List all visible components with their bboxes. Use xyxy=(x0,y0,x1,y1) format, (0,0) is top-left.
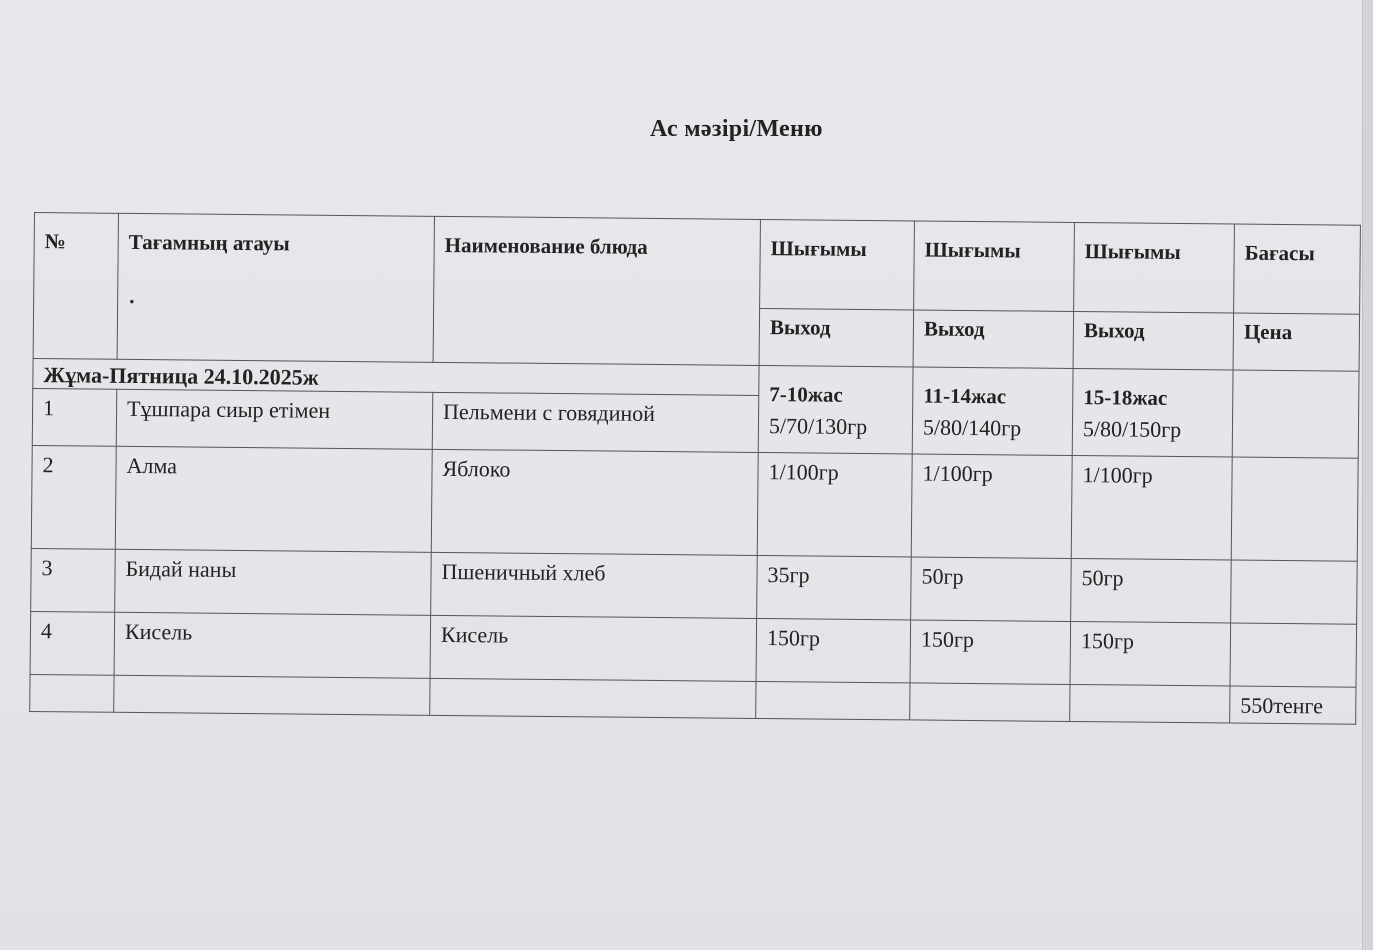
total-name-kz-cell xyxy=(114,675,430,715)
header-price-ru: Цена xyxy=(1233,313,1360,371)
document-title: Ас мәзірі/Меню xyxy=(650,116,823,142)
header-yield-kz-3: Шығымы xyxy=(1074,222,1235,313)
menu-table xyxy=(29,212,1361,725)
header-yield-ru-1: Выход xyxy=(759,308,914,366)
header-yield-ru-2: Выход xyxy=(913,310,1074,369)
page-edge xyxy=(1362,0,1373,950)
total-yield-1-cell xyxy=(756,681,910,719)
total-price: 550тенге xyxy=(1230,686,1356,724)
row-4-yield-3: 150гр xyxy=(1070,621,1231,686)
row-1-yield-2: 5/80/140гр xyxy=(922,414,1022,441)
row-1-yield-1: 5/70/130гр xyxy=(768,413,868,440)
age-group-1 xyxy=(758,365,913,453)
age-group-3 xyxy=(1072,368,1233,457)
row-4-name-kz: Кисель xyxy=(114,612,431,678)
row-3-yield-2: 50гр xyxy=(911,557,1072,622)
age-group-2 xyxy=(912,367,1073,456)
row-1-name-ru: Пельмени с говядиной xyxy=(432,392,759,452)
total-yield-2-cell xyxy=(910,683,1070,722)
row-4-yield-1: 150гр xyxy=(756,618,911,682)
price-cell-3 xyxy=(1231,560,1358,624)
header-yield-kz-2: Шығымы xyxy=(914,221,1075,312)
header-num: № xyxy=(33,213,118,360)
header-name-kz-label: Тағамның атауы xyxy=(128,229,290,256)
age-group-1-label: 7-10жас xyxy=(769,382,843,407)
row-2-name-kz: Алма xyxy=(115,446,432,552)
header-dot: · xyxy=(128,288,136,314)
row-2-yield-3: 1/100гр xyxy=(1071,455,1232,560)
row-2-num: 2 xyxy=(31,445,116,549)
age-group-3-label: 15-18жас xyxy=(1083,385,1168,410)
row-3-name-ru: Пшеничный хлеб xyxy=(431,552,758,618)
header-name-ru: Наименование блюда xyxy=(433,216,760,365)
header-yield-ru-3: Выход xyxy=(1073,311,1234,370)
row-3-num: 3 xyxy=(31,548,116,612)
row-2-name-ru: Яблоко xyxy=(431,449,758,555)
age-group-2-label: 11-14жас xyxy=(923,383,1007,409)
row-4-num: 4 xyxy=(30,611,115,675)
total-num-cell xyxy=(30,674,114,712)
price-cell-4 xyxy=(1230,623,1357,687)
row-1-num: 1 xyxy=(32,388,117,446)
row-2-yield-2: 1/100гр xyxy=(911,454,1072,559)
price-cell-2 xyxy=(1231,457,1358,561)
row-2-yield-1: 1/100гр xyxy=(757,452,912,556)
price-cell-1 xyxy=(1232,370,1359,458)
row-4-name-ru: Кисель xyxy=(430,615,757,681)
table-row xyxy=(31,445,1358,561)
header-name-kz xyxy=(117,213,434,362)
header-row xyxy=(34,213,1361,315)
row-3-name-kz: Бидай наны xyxy=(115,549,432,615)
day-label: Жұма-Пятница 24.10.2025ж xyxy=(33,358,759,395)
row-1-name-kz: Тұшпара сиыр етімен xyxy=(116,389,433,449)
total-yield-3-cell xyxy=(1070,684,1230,723)
row-4-yield-2: 150гр xyxy=(910,620,1071,685)
header-price-kz: Бағасы xyxy=(1234,224,1361,314)
total-name-ru-cell xyxy=(430,678,756,718)
row-3-yield-1: 35гр xyxy=(757,555,912,619)
row-1-yield-3: 5/80/150гр xyxy=(1082,416,1182,443)
row-3-yield-3: 50гр xyxy=(1071,558,1232,623)
header-yield-kz-1: Шығымы xyxy=(760,219,915,309)
